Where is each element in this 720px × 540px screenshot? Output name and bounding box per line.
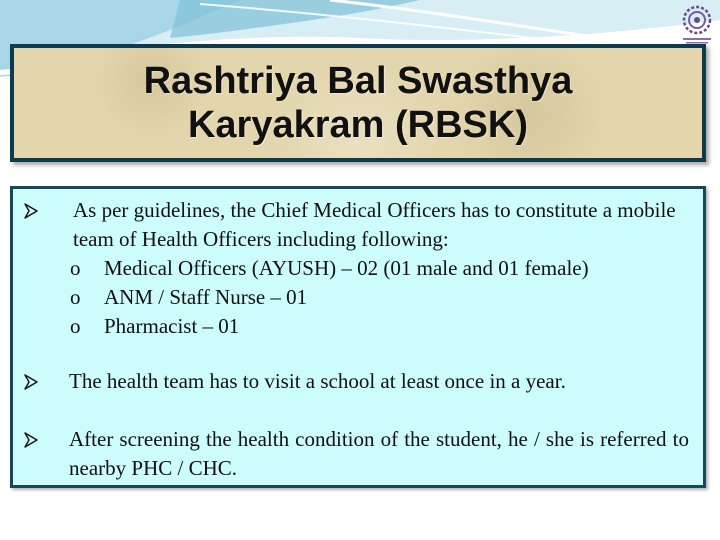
slide-title [144, 59, 573, 147]
emblem-logo-icon [677, 2, 717, 48]
sub-item-text: ANM / Staff Nurse – 01 [104, 285, 308, 309]
bullet-2-text: The health team has to visit a school at least once in a year. [69, 369, 566, 393]
title-banner [10, 44, 706, 162]
sub-item-text: Medical Officers (AYUSH) – 02 (01 male and 01 female) [104, 256, 589, 280]
content-panel [10, 186, 706, 488]
title-line-2: Karyakram (RBSK) [187, 104, 528, 146]
bullet-3-text: After screening the health condition of the student, he / she is referred to nearby PHC / CHC. [69, 427, 689, 480]
sub-item-marker: o [70, 256, 81, 280]
bullet-1-text: As per guidelines, the Chief Medical Officers has to constitute a mobile team of Health Officers including following: [73, 198, 676, 251]
arrow-bullet-icon [21, 432, 41, 448]
title-line-1: Rashtriya Bal Swasthya [143, 60, 573, 102]
arrow-bullet-icon [21, 374, 41, 390]
sub-item [70, 283, 307, 312]
sub-item-text: Pharmacist – 01 [104, 314, 240, 338]
arrow-bullet-icon [21, 203, 41, 219]
sub-item [70, 254, 589, 283]
sub-item-marker: o [70, 285, 81, 309]
sub-item [70, 312, 239, 341]
sub-item-marker: o [70, 314, 81, 338]
